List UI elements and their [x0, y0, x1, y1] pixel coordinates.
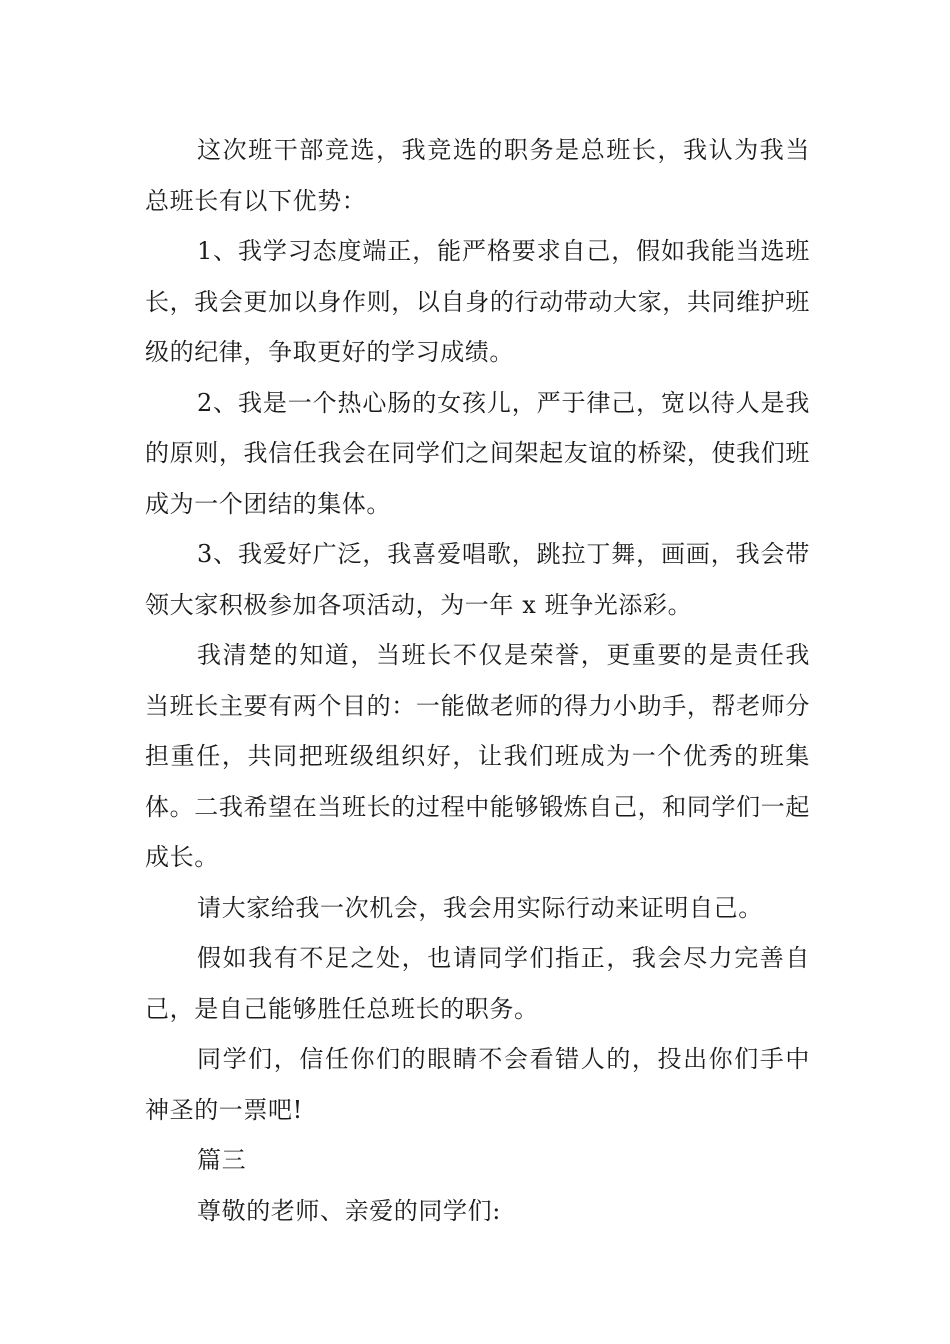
section-heading: 篇三: [197, 1146, 247, 1174]
paragraph-point-1: 1、我学习态度端正，能严格要求自己，假如我能当选班长，我会更加以身作则，以自身的行动带动大家，共同维护班级的纪律，争取更好的学习成绩。: [145, 237, 810, 366]
paragraph-responsibility: 我清楚的知道，当班长不仅是荣誉，更重要的是责任我当班长主要有两个目的：一能做老师的得力小助手，帮老师分担重任，共同把班级组织好，让我们班成为一个优秀的班集体。二我希望在当班长的过程中能够锻炼自己，和同学们一起成长。: [145, 641, 810, 871]
paragraph-shortcomings: 假如我有不足之处，也请同学们指正，我会尽力完善自己，是自己能够胜任总班长的职务。: [145, 944, 810, 1023]
paragraph-salutation: 尊敬的老师、亲爱的同学们:: [197, 1196, 501, 1225]
paragraph-intro: 这次班干部竞选，我竞选的职务是总班长，我认为我当总班长有以下优势：: [145, 136, 810, 215]
document-body: [145, 125, 810, 1236]
paragraph-point-3: 3、我爱好广泛，我喜爱唱歌，跳拉丁舞，画画，我会带领大家积极参加各项活动，为一年 x 班争光添彩。: [145, 540, 810, 619]
paragraph-request: 请大家给我一次机会，我会用实际行动来证明自己。: [197, 893, 763, 922]
paragraph-vote-appeal: 同学们，信任你们的眼睛不会看错人的，投出你们手中神圣的一票吧!: [145, 1045, 810, 1124]
paragraph-point-2: 2、我是一个热心肠的女孩儿，严于律己，宽以待人是我的原则，我信任我会在同学们之间架起友谊的桥梁，使我们班成为一个团结的集体。: [145, 388, 810, 518]
